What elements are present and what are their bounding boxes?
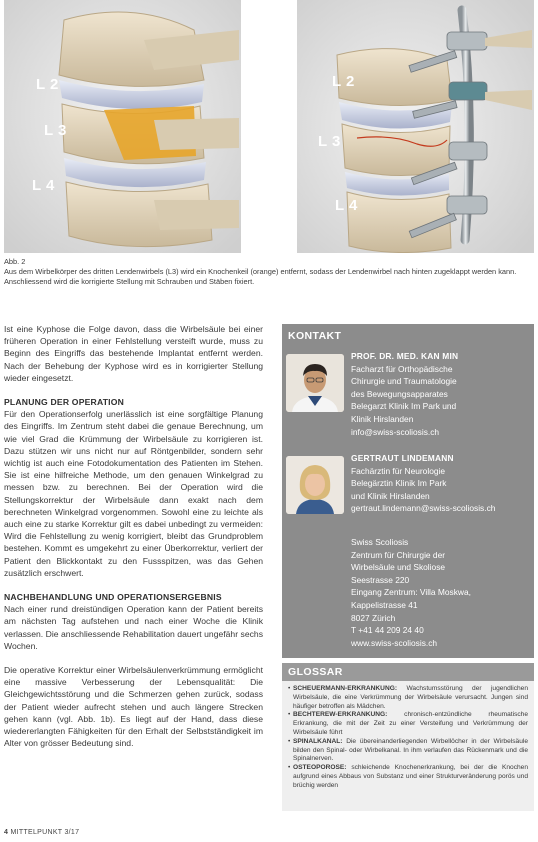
ergebnis-paragraph: Die operative Korrektur einer Wirbelsäulenverkrümmung ermöglicht eine massive Verbesserung der Lebensqualität: Die Gleichgewichtsstörung und die Schmerzen gehen zurück, sodass der Patient wieder aufrecht stehen und auch längere Strecken gehen kann (vgl. Abb. 1b). Es liegt auf der Hand, dass diese wiedererlangten Fähigkeiten für den Erhalt der Selbstständigkeit im Alter von grösser Bedeutung sind. xyxy=(4,665,263,749)
address-line-4: Seestrasse 220 xyxy=(351,574,410,585)
address-line-1: Swiss Scoliosis xyxy=(351,537,409,547)
magazine-name: MITTELPUNKT 3/17 xyxy=(10,829,80,836)
kontakt-title: KONTAKT xyxy=(288,330,342,342)
email-kan-min[interactable]: info@swiss-scoliosis.ch xyxy=(351,426,440,437)
label-l2-left: L 2 xyxy=(36,76,59,93)
glossar-definition: Die übereinanderliegenden Wirbellöcher in der Wirbelsäule bilden den Spinal- oder Wirbelkanal. In ihm verlaufen das Rückenmark und die Spinalnerven. xyxy=(293,737,528,763)
name-kan-min: PROF. DR. MED. KAN MIN xyxy=(351,351,459,361)
glossar-definition: chronisch-entzündliche rheumatische Erkrankung, die mit der Zeit zu einer Versteifung und Verkrümmung der Wirbelsäule führt xyxy=(293,711,528,736)
name-gertraut-lindemann: GERTRAUT LINDEMANN xyxy=(351,453,454,463)
spine-illustration-before xyxy=(4,0,241,253)
kan-min-line-2: Chirurgie und Traumatologie xyxy=(351,376,457,387)
glossar-definition: schleichende Knochenerkrankung, bei der die Knochen aufgrund eines Abbaus von Substanz und einer Strukturveränderung porös und brüchig werden xyxy=(293,764,528,789)
address-line-5: Eingang Zentrum: Villa Moskwa, xyxy=(351,587,471,598)
glossar-box xyxy=(282,663,534,811)
lindemann-line-3: und Klinik Hirslanden xyxy=(351,490,430,501)
figure-caption xyxy=(4,257,532,287)
heading-nachbehandlung: NACHBEHANDLUNG UND OPERATIONSERGEBNIS xyxy=(4,592,222,603)
website-link[interactable]: www.swiss-scoliosis.ch xyxy=(351,637,438,648)
glossar-definition: Wachstumsstörung der jugendlichen Wirbelsäule, die eine Verkrümmung der Wirbelsäule verursacht. Jungen sind häufiger betroffen als Mädchen. xyxy=(293,685,528,710)
label-l2-right: L 2 xyxy=(332,73,355,90)
bullet-icon: • xyxy=(288,764,291,772)
address-line-6: Kappelistrasse 41 xyxy=(351,599,418,610)
glossar-item xyxy=(288,738,528,764)
glossar-item xyxy=(288,685,528,711)
lindemann-line-2: Belegärztin Klinik Im Park xyxy=(351,478,447,489)
glossar-item xyxy=(288,711,528,737)
spine-illustration-after xyxy=(297,0,534,253)
kan-min-line-5: Klinik Hirslanden xyxy=(351,413,414,424)
caption-title: Abb. 2 xyxy=(4,257,26,266)
bullet-icon: • xyxy=(288,711,291,719)
figure-right-image xyxy=(297,0,534,253)
kan-min-line-4: Belegarzt Klinik Im Park und xyxy=(351,401,457,412)
phone-number[interactable]: T +41 44 209 24 40 xyxy=(351,625,424,636)
kontakt-address xyxy=(351,536,471,649)
planung-paragraph: Für den Operationserfolg unerlässlich ist eine sorgfältige Planung des Eingriffs. Im Zentrum steht dabei die genaue Berechnung, um wie viel Grad die Krümmung der Wirbelsäule zu korrigieren ist. Dazu stützen wir uns nicht nur auf Röntgenbilder, sondern sehr wichtig ist auch eine Fotodokumentation des Patienten im Stehen. Sie ist eine hilfreiche Methode, um den genauen Winkelgrad zu messen bzw. zu berechnen. Bei der Operation wird die Stellungskorrektur der Wirbelsäule dann exakt nach dem berechneten Winkelgrad vorgenommen. Sowohl eine zu leichte als auch eine zu starke Korrektur gilt es dabei unbedingt zu vermeiden: Wird die Fehlstellung zu wenig korrigiert, bleibt das Grundproblem bestehen. Kommt es umgekehrt zu einer Überkorrektur, verliert der Patient den Blickkontakt zu den Fussspitzen, was das Gehen zusätzlich erschwert. xyxy=(4,409,263,578)
kan-min-line-1: Facharzt für Orthopädische xyxy=(351,363,453,374)
glossar-title: GLOSSAR xyxy=(282,663,534,681)
label-l3-right: L 3 xyxy=(318,133,341,150)
label-l4-right: L 4 xyxy=(335,197,358,214)
figure-left-image xyxy=(4,0,241,253)
caption-text: Aus dem Wirbelkörper des dritten Lendenwirbels (L3) wird ein Knochenkeil (orange) entfernt, sodass der Lendenwirbel nach hinten zugeklappt werden kann. Anschliessend wird die korrigierte Stellung mit Schrauben und Stäben fixiert. xyxy=(4,267,517,286)
heading-planung: PLANUNG DER OPERATION xyxy=(4,397,125,408)
kontakt-box xyxy=(282,324,534,658)
glossar-term: SCHEUERMANN-ERKRANKUNG: xyxy=(293,685,398,692)
email-gertraut-lindemann[interactable]: gertraut.lindemann@swiss-scoliosis.ch xyxy=(351,503,496,514)
label-l4-left: L 4 xyxy=(32,177,55,194)
nachbehandlung-paragraph: Nach einer rund dreistündigen Operation kann der Patient bereits am nächsten Tag aufstehen und nach einer Woche die Klinik verlassen. Die anschliessende Rehabilitation dauert ungefähr sechs Wochen. xyxy=(4,604,263,651)
photo-gertraut-lindemann xyxy=(286,456,344,514)
person-gertraut-lindemann xyxy=(351,452,495,515)
glossar-list xyxy=(282,681,534,791)
page-footer xyxy=(4,829,79,836)
bullet-icon: • xyxy=(288,685,291,692)
lindemann-line-1: Fachärztin für Neurologie xyxy=(351,465,446,476)
label-l3-left: L 3 xyxy=(44,122,67,139)
address-line-7: 8027 Zürich xyxy=(351,612,396,623)
address-line-2: Zentrum für Chirurgie der xyxy=(351,549,446,560)
article-body xyxy=(4,323,263,750)
glossar-term: SPINALKANAL: xyxy=(293,737,343,745)
glossar-item xyxy=(288,764,528,790)
intro-paragraph: Ist eine Kyphose die Folge davon, dass die Wirbelsäule bei einer früheren Operation in einer Fehlstellung versteift wurde, muss zu Beginn des Eingriffs das bestehende Implantat entfernt werden. Nach der Behebung der Kyphose wird es in korrigierter Stellung wieder eingesetzt. xyxy=(4,324,263,383)
kan-min-line-3: des Bewegungsapparates xyxy=(351,388,448,399)
glossar-term: OSTEOPOROSE: xyxy=(293,764,347,772)
person-kan-min xyxy=(351,350,458,438)
photo-kan-min xyxy=(286,354,344,412)
bullet-icon: • xyxy=(288,737,291,745)
address-line-3: Wirbelsäule und Skoliose xyxy=(351,562,446,573)
glossar-term: BECHTEREW-ERKRANKUNG: xyxy=(293,711,388,719)
page-number: 4 xyxy=(4,829,9,836)
